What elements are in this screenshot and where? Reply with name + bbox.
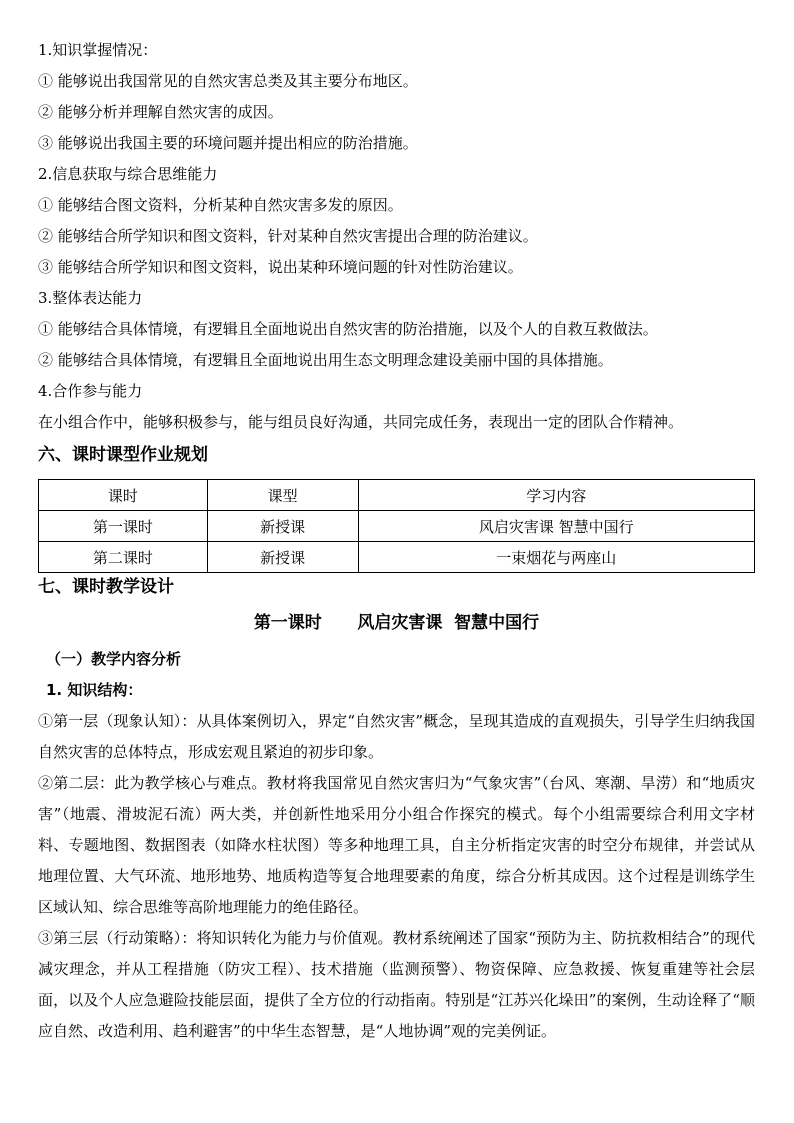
cooperation-heading: 4.合作参与能力	[38, 382, 143, 400]
layer-one-paragraph: ①第一层（现象认知）：从具体案例切入，界定“自然灾害”概念，呈现其造成的直观损失，引导学生归纳我国自然灾害的总体特点，形成宏观且紧迫的初步印象。	[38, 712, 755, 761]
content-analysis-heading: （一）教学内容分析	[46, 650, 182, 668]
table-cell: 一束烟花与两座山	[358, 542, 754, 573]
table-header-cell: 学习内容	[358, 480, 754, 511]
table-header-cell: 课时	[39, 480, 208, 511]
table-row	[39, 511, 755, 542]
info-item: ③ 能够结合所学知识和图文资料，说出某种环境问题的针对性防治建议。	[38, 258, 523, 276]
knowledge-structure-heading: 1. 知识结构：	[46, 681, 143, 699]
layer-two-paragraph: ②第二层：此为教学核心与难点。教材将我国常见自然灾害归为“气象灾害”（台风、寒潮、旱涝）和“地质灾害”（地震、滑坡泥石流）两大类，并创新性地采用分小组合作探究的模式。每个小组需要综合利用文字材料、专题地图、数据图表（如降水柱状图）等多种地理工具，自主分析指定灾害的时空分布规律，并尝试从地理位置、大气环流、地形地势、地质构造等复合地理要素的角度，综合分析其成因。这个过程是训练学生区域认知、综合思维等高阶地理能力的绝佳路径。	[38, 774, 755, 916]
table-cell: 第一课时	[39, 511, 208, 542]
table-cell: 第二课时	[39, 542, 208, 573]
knowledge-item: ② 能够分析并理解自然灾害的成因。	[38, 103, 283, 121]
cooperation-text: 在小组合作中，能够积极参与，能与组员良好沟通，共同完成任务，表现出一定的团队合作精神。	[38, 413, 684, 431]
expression-item: ② 能够结合具体情境，有逻辑且全面地说出用生态文明理念建设美丽中国的具体措施。	[38, 351, 613, 369]
section6-title: 六、课时课型作业规划	[38, 445, 208, 465]
table-cell: 新授课	[207, 511, 358, 542]
info-item: ① 能够结合图文资料，分析某种自然灾害多发的原因。	[38, 196, 403, 214]
lesson-plan-table	[38, 479, 755, 573]
table-row	[39, 542, 755, 573]
table-header-row	[39, 480, 755, 511]
table-cell: 风启灾害课 智慧中国行	[358, 511, 754, 542]
knowledge-item: ③ 能够说出我国主要的环境问题并提出相应的防治措施。	[38, 134, 418, 152]
knowledge-item: ① 能够说出我国常见的自然灾害总类及其主要分布地区。	[38, 72, 418, 90]
knowledge-heading: 1.知识掌握情况：	[38, 41, 158, 59]
lesson-title: 第一课时 风启灾害课 智慧中国行	[253, 613, 540, 633]
expression-item: ① 能够结合具体情境，有逻辑且全面地说出自然灾害的防治措施，以及个人的自救互救做法。	[38, 320, 658, 338]
layer-three-paragraph: ③第三层（行动策略）：将知识转化为能力与价值观。教材系统阐述了国家“预防为主、防抗救相结合”的现代减灾理念，并从工程措施（防灾工程）、技术措施（监测预警）、物资保障、应急救援、恢复重建等社会层面，以及个人应急避险技能层面，提供了全方位的行动指南。特别是“江苏兴化垛田”的案例，生动诠释了“顺应自然、改造利用、趋利避害”的中华生态智慧，是“人地协调”观的完美例证。	[38, 929, 755, 1040]
table-header-cell: 课型	[207, 480, 358, 511]
table-cell: 新授课	[207, 542, 358, 573]
info-heading: 2.信息获取与综合思维能力	[38, 165, 218, 183]
info-item: ② 能够结合所学知识和图文资料，针对某种自然灾害提出合理的防治建议。	[38, 227, 538, 245]
section7-title: 七、课时教学设计	[38, 577, 174, 597]
expression-heading: 3.整体表达能力	[38, 289, 143, 307]
